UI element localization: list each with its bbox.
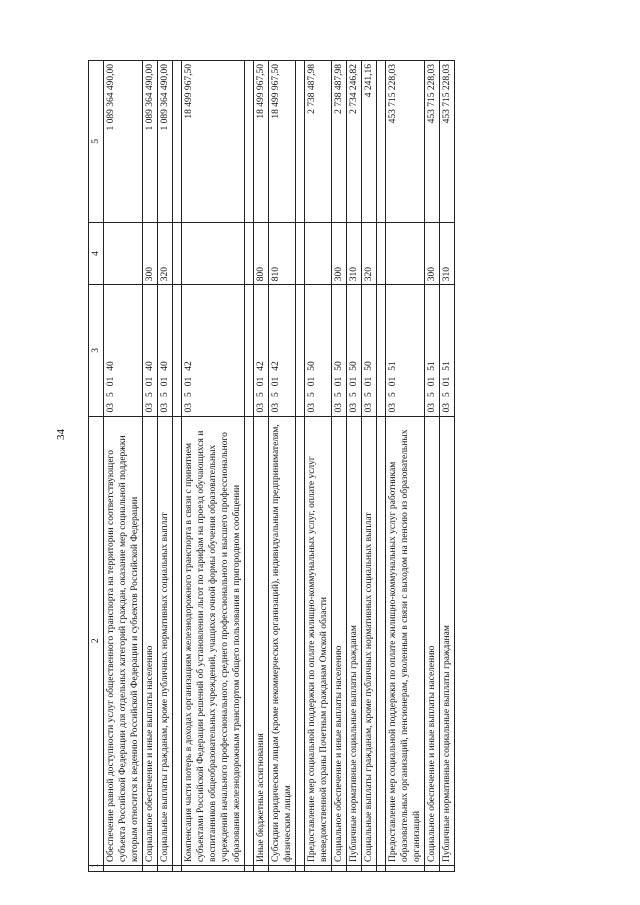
row-amount-cell: 18 499 967,50 (269, 61, 296, 223)
code-part: 5 (271, 392, 281, 398)
row-type-cell: 810 (269, 222, 296, 285)
code-part: 03 (106, 403, 116, 413)
code-part: 5 (160, 392, 170, 398)
row-type-cell (305, 222, 332, 285)
spacer-cell (377, 285, 386, 416)
row-code-cell (332, 285, 347, 416)
code-part: 03 (334, 403, 344, 413)
spacer-cell (245, 222, 254, 285)
spacer-cell (173, 865, 182, 871)
row-code-cell (440, 285, 455, 416)
row-index-cell (440, 865, 455, 871)
code-part: 5 (442, 392, 452, 398)
row-amount-cell: 18 499 967,50 (182, 61, 245, 223)
code-part: 03 (160, 403, 170, 413)
table-row (347, 61, 362, 872)
code-part: 01 (334, 376, 344, 387)
code-part: 42 (184, 361, 194, 371)
row-amount-cell: 453 715 228,03 (425, 61, 440, 223)
row-name-cell: Предоставление мер социальной поддержки по оплате жилищно-коммунальных услуг работникам образовательных организаций, пенсионерам, уволенным в связи с выходом на пенсию из образовательных организаций (386, 416, 425, 865)
code-part: 42 (256, 361, 266, 371)
budget-table (88, 60, 455, 872)
column-header-4: 4 (89, 222, 104, 285)
table-row (332, 61, 347, 872)
row-name-cell: Социальное обеспечение и иные выплаты населению (332, 416, 347, 865)
code-part: 5 (364, 392, 374, 398)
table-row (269, 61, 296, 872)
row-index-cell (305, 865, 332, 871)
table-row (104, 61, 143, 872)
code-part: 5 (427, 392, 437, 398)
row-code-cell (254, 285, 269, 416)
row-amount-cell: 2 738 487,98 (332, 61, 347, 223)
row-type-cell: 320 (158, 222, 173, 285)
table-row (143, 61, 158, 872)
column-header-3: 3 (89, 285, 104, 416)
table-row (182, 61, 245, 872)
row-index-cell (347, 865, 362, 871)
row-type-cell: 320 (362, 222, 377, 285)
code-part: 01 (427, 376, 437, 387)
row-name-cell: Обеспечение равной доступности услуг общественного транспорта на территории соответствующего субъекта Российской Федерации для отдельных категорий граждан, оказание мер социальной поддержки которым относится к ведению Российской Федерации и субъектов Российской Федерации (104, 416, 143, 865)
spacer-cell (296, 416, 305, 865)
row-index-cell (362, 865, 377, 871)
row-amount-cell: 2 734 246,82 (347, 61, 362, 223)
row-name-cell: Иные бюджетные ассигнования (254, 416, 269, 865)
code-part: 5 (349, 392, 359, 398)
row-code-cell (269, 285, 296, 416)
row-type-cell: 300 (143, 222, 158, 285)
row-index-cell (332, 865, 347, 871)
row-code-cell (104, 285, 143, 416)
code-part: 03 (184, 403, 194, 413)
row-amount-cell: 1 089 364 490,00 (143, 61, 158, 223)
code-part: 03 (145, 403, 155, 413)
row-name-cell: Социальное обеспечение и иные выплаты населению (425, 416, 440, 865)
code-part: 40 (106, 361, 116, 371)
code-part: 01 (388, 376, 398, 387)
row-spacer (173, 61, 182, 872)
row-name-cell: Предоставление мер социальной поддержки по оплате жилищно-коммунальных услуг, оплате услуг вневедомственной охраны Почетным гражданам Омской области (305, 416, 332, 865)
code-part: 5 (145, 392, 155, 398)
code-part: 03 (307, 403, 317, 413)
spacer-cell (173, 222, 182, 285)
row-type-cell (182, 222, 245, 285)
code-part: 01 (307, 376, 317, 387)
row-type-cell: 310 (440, 222, 455, 285)
spacer-cell (377, 61, 386, 223)
row-type-cell: 300 (425, 222, 440, 285)
code-part: 5 (388, 392, 398, 398)
row-name-cell: Компенсация части потерь в доходах организациям железнодорожного транспорта в связи с принятием субъектами Российской Федерации решений об установлении льгот по тарифам на проезд обучающихся и воспитанников общеобразовательных учреждений, учащихся очной формы обучения образовательных учреждений начального профессионального, среднего профессионального и высшего профессионального образования железнодорожным транспортом общего пользования в пригородном сообщении (182, 416, 245, 865)
page-number: 34 (55, 429, 67, 440)
row-type-cell: 800 (254, 222, 269, 285)
spacer-cell (296, 865, 305, 871)
spacer-cell (296, 285, 305, 416)
table-row (362, 61, 377, 872)
row-type-cell: 310 (347, 222, 362, 285)
column-header-1: 1 (89, 865, 104, 871)
spacer-cell (173, 61, 182, 223)
row-code-cell (182, 285, 245, 416)
code-part: 5 (307, 392, 317, 398)
table-row (425, 61, 440, 872)
code-part: 01 (160, 376, 170, 387)
code-part: 50 (364, 361, 374, 371)
code-part: 01 (349, 376, 359, 387)
spacer-cell (245, 285, 254, 416)
code-part: 01 (256, 376, 266, 387)
spacer-cell (296, 222, 305, 285)
spacer-cell (377, 222, 386, 285)
code-part: 01 (106, 376, 116, 387)
table-row (254, 61, 269, 872)
row-name-cell: Субсидии юридическим лицам (кроме некоммерческих организаций), индивидуальным предпринимателям, физическим лицам (269, 416, 296, 865)
row-spacer (245, 61, 254, 872)
row-amount-cell: 18 499 967,50 (254, 61, 269, 223)
code-part: 03 (388, 403, 398, 413)
spacer-cell (377, 416, 386, 865)
code-part: 01 (364, 376, 374, 387)
code-part: 5 (256, 392, 266, 398)
row-index-cell (182, 865, 245, 871)
code-part: 03 (271, 403, 281, 413)
row-index-cell (425, 865, 440, 871)
spacer-cell (173, 285, 182, 416)
row-index-cell (386, 865, 425, 871)
column-header-2: 2 (89, 416, 104, 865)
code-part: 01 (145, 376, 155, 387)
spacer-cell (245, 61, 254, 223)
table-row (158, 61, 173, 872)
row-amount-cell: 1 089 364 490,00 (104, 61, 143, 223)
row-name-cell: Публичные нормативные социальные выплаты гражданам (347, 416, 362, 865)
row-type-cell (104, 222, 143, 285)
code-part: 51 (388, 361, 398, 371)
row-code-cell (305, 285, 332, 416)
code-part: 5 (106, 392, 116, 398)
row-type-cell: 300 (332, 222, 347, 285)
spacer-cell (296, 61, 305, 223)
table-row (440, 61, 455, 872)
code-part: 50 (334, 361, 344, 371)
code-part: 01 (442, 376, 452, 387)
row-amount-cell: 4 241,16 (362, 61, 377, 223)
table-body (104, 61, 455, 872)
table-row (305, 61, 332, 872)
code-part: 01 (271, 376, 281, 387)
row-amount-cell: 453 715 228,03 (440, 61, 455, 223)
row-amount-cell: 2 738 487,98 (305, 61, 332, 223)
code-part: 50 (307, 361, 317, 371)
code-part: 5 (334, 392, 344, 398)
row-index-cell (269, 865, 296, 871)
row-index-cell (104, 865, 143, 871)
code-part: 40 (160, 361, 170, 371)
row-code-cell (386, 285, 425, 416)
table-row (386, 61, 425, 872)
code-part: 03 (256, 403, 266, 413)
row-type-cell (386, 222, 425, 285)
row-code-cell (158, 285, 173, 416)
code-part: 50 (349, 361, 359, 371)
spacer-cell (245, 416, 254, 865)
row-index-cell (254, 865, 269, 871)
column-header-5: 5 (89, 61, 104, 223)
table-header (89, 61, 104, 872)
code-part: 03 (364, 403, 374, 413)
code-part: 03 (349, 403, 359, 413)
row-name-cell: Социальное обеспечение и иные выплаты населению (143, 416, 158, 865)
row-code-cell (425, 285, 440, 416)
code-part: 03 (427, 403, 437, 413)
row-amount-cell: 453 715 228,03 (386, 61, 425, 223)
rotated-table-container (88, 60, 596, 872)
code-part: 5 (184, 392, 194, 398)
row-spacer (377, 61, 386, 872)
row-amount-cell: 1 089 364 490,00 (158, 61, 173, 223)
code-part: 51 (442, 361, 452, 371)
row-name-cell: Социальные выплаты гражданам, кроме публичных нормативных социальных выплат (158, 416, 173, 865)
row-code-cell (362, 285, 377, 416)
code-part: 51 (427, 361, 437, 371)
row-code-cell (347, 285, 362, 416)
row-code-cell (143, 285, 158, 416)
row-index-cell (158, 865, 173, 871)
row-name-cell: Публичные нормативные социальные выплаты гражданам (440, 416, 455, 865)
code-part: 42 (271, 361, 281, 371)
code-part: 40 (145, 361, 155, 371)
spacer-cell (245, 865, 254, 871)
row-name-cell: Социальные выплаты гражданам, кроме публичных нормативных социальных выплат (362, 416, 377, 865)
spacer-cell (377, 865, 386, 871)
spacer-cell (173, 416, 182, 865)
code-part: 01 (184, 376, 194, 387)
row-index-cell (143, 865, 158, 871)
code-part: 03 (442, 403, 452, 413)
row-spacer (296, 61, 305, 872)
